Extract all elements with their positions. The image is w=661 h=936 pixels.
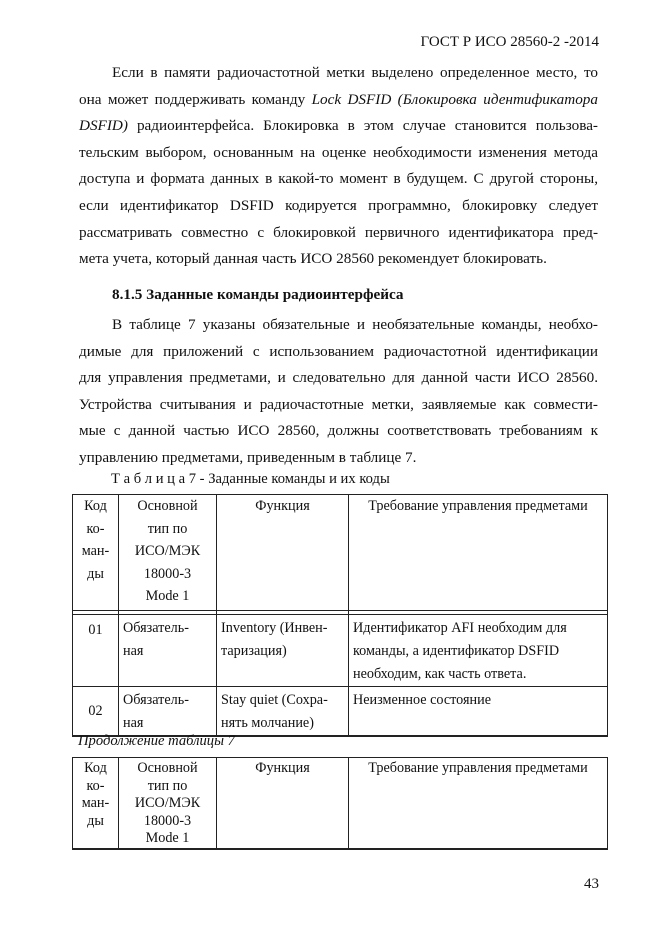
page-number: 43 (584, 876, 599, 892)
cell-type: Обязатель- ная (119, 687, 217, 737)
table-header-row (73, 758, 608, 850)
cell-function: Stay quiet (Сохра- нять молчание) (217, 687, 349, 737)
text-line: рассматривать совместно с блокировкой первичного идентификатора пред- (79, 223, 598, 241)
text-line: Устройства считывания и радиочастотные метки, заявляемые как совмести- (79, 395, 598, 413)
header-code: Код ко- ман- ды (73, 495, 119, 611)
text-line: тельским выбором, основанным на оценке необходимости изменения метода (79, 143, 598, 161)
cell-type: Обязатель- ная (119, 615, 217, 687)
text-line: мые с данной частью ИСО 28560, должны соответствовать требованиям к (79, 422, 598, 440)
text-line: доступа и формата данных в какой-то момент в будущем. С другой стороны, (79, 170, 598, 188)
table-caption: Т а б л и ц а 7 - Заданные команды и их коды (111, 471, 390, 487)
cell-requirement: Идентификатор AFI необходим для команды, а идентификатор DSFID необходим, как часть ответа. (349, 615, 608, 687)
cell-code: 02 (73, 687, 119, 737)
section-heading: 8.1.5 Заданные команды радиоинтерфейса (112, 286, 404, 303)
text-line: димые для приложений с использованием радиочастотной идентификации (79, 342, 598, 360)
document-header: ГОСТ Р ИСО 28560-2 -2014 (420, 34, 599, 50)
table-header-row (73, 495, 608, 611)
text-line: DSFID) радиоинтерфейса. Блокировка в этом случае становится пользова- (79, 117, 598, 135)
cell-requirement: Неизменное состояние (349, 687, 608, 737)
text-line: она может поддерживать команду Lock DSFID (Блокировка идентификатора (79, 90, 598, 108)
text-line: управлению предметами, приведенным в таблице 7. (79, 448, 417, 466)
commands-table-continued (72, 757, 608, 850)
cell-code: 01 (73, 615, 119, 687)
commands-table (72, 494, 608, 737)
header-code: Код ко- ман- ды (73, 758, 119, 850)
text-line: мета учета, который данная часть ИСО 28560 рекомендует блокировать. (79, 250, 547, 268)
header-type: Основной тип по ИСО/МЭК 18000-3 Mode 1 (119, 495, 217, 611)
cell-function: Inventory (Инвен- таризация) (217, 615, 349, 687)
text-line: Если в памяти радиочастотной метки выделено определенное место, то (112, 64, 598, 81)
text-line: для управления предметами, и следовательно для данной части ИСО 28560. (79, 369, 598, 387)
table-row (73, 615, 608, 687)
text-line: если идентификатор DSFID кодируется программно, блокировку следует (79, 196, 598, 214)
header-requirement: Требование управления предметами (349, 495, 608, 611)
table-continuation-label: Продолжение таблицы 7 (78, 733, 235, 749)
header-function: Функция (217, 758, 349, 850)
text-line: В таблице 7 указаны обязательные и необязательные команды, необхо- (112, 316, 598, 333)
header-requirement: Требование управления предметами (349, 758, 608, 850)
header-function: Функция (217, 495, 349, 611)
header-type: Основной тип по ИСО/МЭК 18000-3 Mode 1 (119, 758, 217, 850)
paragraph-table7-intro (79, 312, 598, 472)
table-row (73, 687, 608, 737)
paragraph-dsfid-lock (79, 60, 598, 273)
